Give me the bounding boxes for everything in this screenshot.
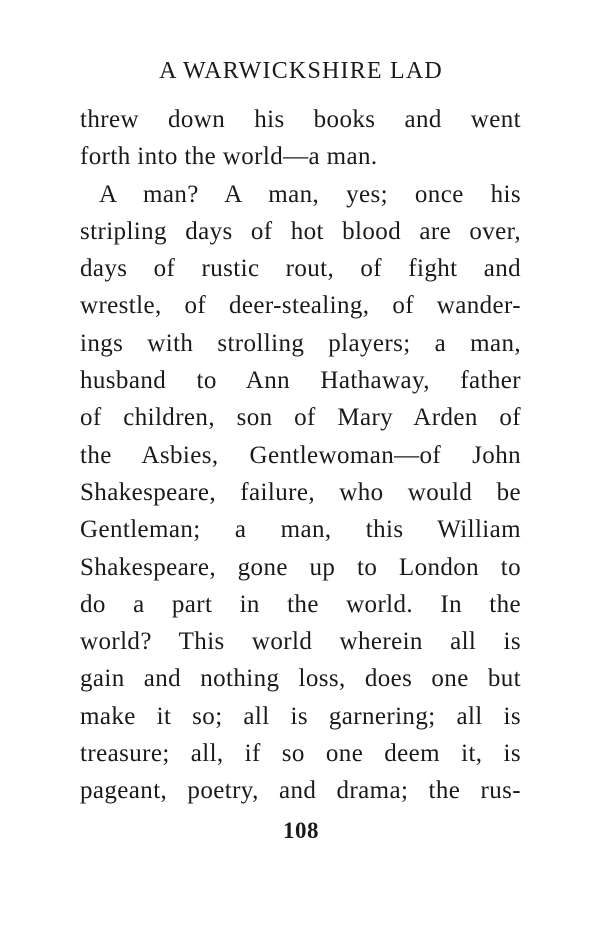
text-line: Shakespeare, gone up to London to xyxy=(80,553,521,581)
text-line: A man? A man, yes; once his xyxy=(99,180,521,208)
body-text xyxy=(80,101,521,810)
text-line: wrestle, of deer-stealing, of wander- xyxy=(80,292,521,320)
text-line: Gentleman; a man, this William xyxy=(80,516,521,544)
text-line: treasure; all, if so one deem it, is xyxy=(80,740,521,768)
text-line: Shakespeare, failure, who would be xyxy=(80,478,521,506)
text-line: pageant, poetry, and drama; the rus- xyxy=(80,777,521,805)
text-line: the Asbies, Gentlewoman—of John xyxy=(80,441,521,469)
text-line: forth into the world—a man. xyxy=(80,143,378,171)
text-line: threw down his books and went xyxy=(80,106,521,133)
page-number: 108 xyxy=(283,818,319,843)
text-line: gain and nothing loss, does one but xyxy=(80,665,521,693)
text-line: stripling days of hot blood are over, xyxy=(80,217,521,245)
text-line: world? This world wherein all is xyxy=(80,628,521,656)
text-line: ings with strolling players; a man, xyxy=(80,329,521,357)
text-line: make it so; all is garnering; all is xyxy=(80,702,521,730)
running-head: A WARWICKSHIRE LAD xyxy=(159,58,443,84)
text-line: of children, son of Mary Arden of xyxy=(80,404,521,432)
text-line: days of rustic rout, of fight and xyxy=(80,255,521,283)
text-line: do a part in the world. In the xyxy=(80,590,521,618)
text-line: husband to Ann Hathaway, father xyxy=(80,367,521,395)
